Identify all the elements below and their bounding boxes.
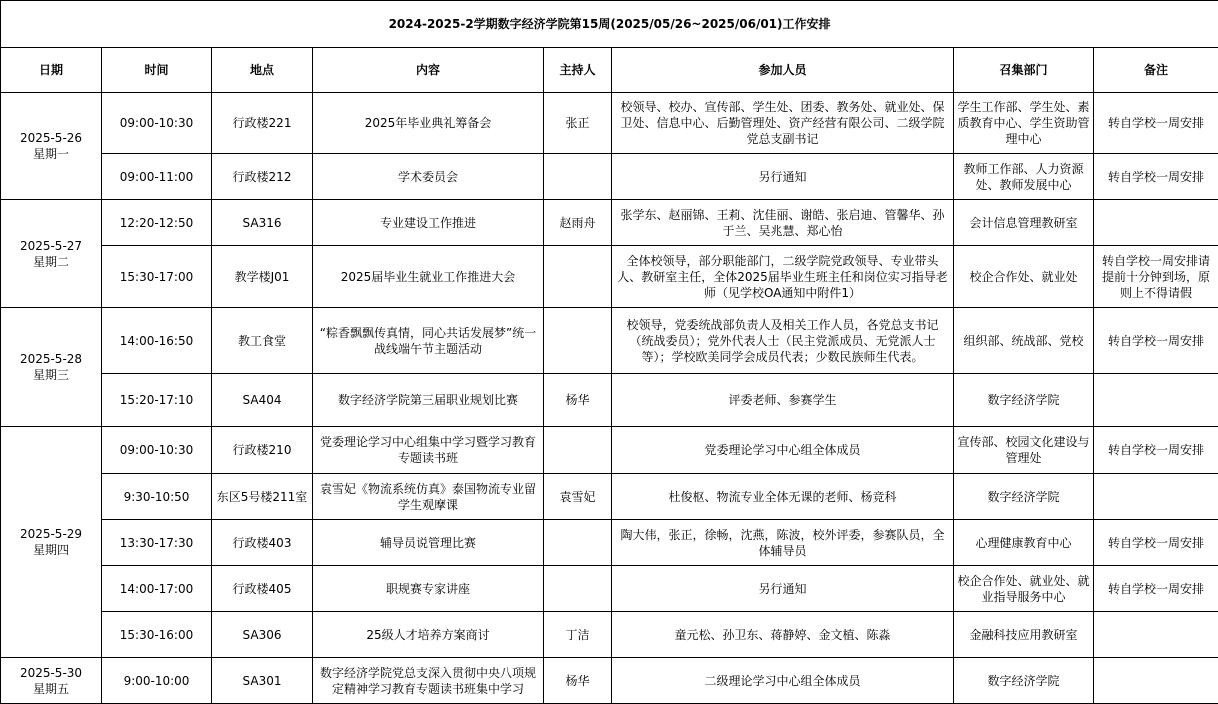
date-text: 2025-5-26: [4, 130, 98, 146]
host-cell: [544, 246, 612, 308]
participants-cell: 张学东、赵丽锦、王莉、沈佳丽、谢皓、张启迪、管馨华、孙于兰、吴兆慧、郑心怡: [612, 200, 954, 246]
table-row: [1, 427, 1218, 474]
department-cell: 宣传部、校园文化建设与管理处: [954, 427, 1094, 474]
date-cell: [1, 200, 102, 308]
participants-cell: 童元松、孙卫东、蒋静婷、金文植、陈淼: [612, 612, 954, 658]
date-text: 2025-5-29: [4, 526, 98, 542]
schedule-title: 2024-2025-2学期数字经济学院第15周(2025/05/26~2025/06/01)工作安排: [1, 1, 1218, 48]
content-cell: 辅导员说管理比赛: [313, 520, 544, 566]
content-cell: 职规赛专家讲座: [313, 566, 544, 612]
time-cell: 15:30-16:00: [102, 612, 212, 658]
host-cell: [544, 427, 612, 474]
location-cell: SA316: [212, 200, 313, 246]
content-cell: 25级人才培养方案商讨: [313, 612, 544, 658]
department-cell: 学生工作部、学生处、素质教育中心、学生资助管理中心: [954, 93, 1094, 154]
location-cell: SA404: [212, 374, 313, 427]
title-row: [1, 1, 1218, 48]
location-cell: 行政楼405: [212, 566, 313, 612]
location-cell: 教工食堂: [212, 308, 313, 374]
table-row: [1, 93, 1218, 154]
location-cell: 东区5号楼211室: [212, 474, 313, 520]
header-time: 时间: [102, 48, 212, 93]
time-cell: 13:30-17:30: [102, 520, 212, 566]
table-row: [1, 658, 1218, 704]
remarks-cell: 转自学校一周安排: [1094, 308, 1218, 374]
table-row: [1, 474, 1218, 520]
host-cell: [544, 566, 612, 612]
location-cell: SA306: [212, 612, 313, 658]
remarks-cell: 转自学校一周安排: [1094, 427, 1218, 474]
date-cell: [1, 308, 102, 427]
header-content: 内容: [313, 48, 544, 93]
participants-cell: 校领导、校办、宣传部、学生处、团委、教务处、就业处、保卫处、信息中心、后勤管理处、资产经营有限公司、二级学院党总支副书记: [612, 93, 954, 154]
table-row: [1, 374, 1218, 427]
table-row: [1, 520, 1218, 566]
host-cell: 袁雪妃: [544, 474, 612, 520]
department-cell: 数字经济学院: [954, 374, 1094, 427]
time-cell: 12:20-12:50: [102, 200, 212, 246]
weekday-text: 星期一: [4, 146, 98, 162]
host-cell: 丁洁: [544, 612, 612, 658]
weekday-text: 星期三: [4, 367, 98, 383]
date-text: 2025-5-30: [4, 665, 98, 681]
content-cell: 专业建设工作推进: [313, 200, 544, 246]
weekday-text: 星期四: [4, 542, 98, 558]
time-cell: 09:00-11:00: [102, 154, 212, 200]
location-cell: SA301: [212, 658, 313, 704]
department-cell: 心理健康教育中心: [954, 520, 1094, 566]
date-cell: [1, 427, 102, 658]
location-cell: 行政楼212: [212, 154, 313, 200]
header-location: 地点: [212, 48, 313, 93]
remarks-cell: 转自学校一周安排: [1094, 566, 1218, 612]
remarks-cell: [1094, 658, 1218, 704]
remarks-cell: [1094, 612, 1218, 658]
participants-cell: 陶大伟，张正，徐畅，沈燕，陈波，校外评委，参赛队员，全体辅导员: [612, 520, 954, 566]
header-row: [1, 48, 1218, 93]
remarks-cell: 转自学校一周安排: [1094, 93, 1218, 154]
weekday-text: 星期二: [4, 254, 98, 270]
location-cell: 行政楼403: [212, 520, 313, 566]
content-cell: “粽香飘飘传真情，同心共话发展梦”统一战线端午节主题活动: [313, 308, 544, 374]
host-cell: 杨华: [544, 658, 612, 704]
table-row: [1, 566, 1218, 612]
weekday-text: 星期五: [4, 681, 98, 697]
remarks-cell: 转自学校一周安排请提前十分钟到场，原则上不得请假: [1094, 246, 1218, 308]
content-cell: 党委理论学习中心组集中学习暨学习教育专题读书班: [313, 427, 544, 474]
host-cell: [544, 154, 612, 200]
table-row: [1, 246, 1218, 308]
participants-cell: 评委老师、参赛学生: [612, 374, 954, 427]
participants-cell: 校领导，党委统战部负责人及相关工作人员，各党总支书记（统战委员）；党外代表人士（民主党派成员、无党派人士等）；学校欧美同学会成员代表；少数民族师生代表。: [612, 308, 954, 374]
time-cell: 9:00-10:00: [102, 658, 212, 704]
time-cell: 09:00-10:30: [102, 427, 212, 474]
participants-cell: 另行通知: [612, 154, 954, 200]
time-cell: 14:00-16:50: [102, 308, 212, 374]
content-cell: 2025年毕业典礼筹备会: [313, 93, 544, 154]
header-participants: 参加人员: [612, 48, 954, 93]
remarks-cell: 转自学校一周安排: [1094, 520, 1218, 566]
time-cell: 14:00-17:00: [102, 566, 212, 612]
date-cell: [1, 93, 102, 200]
department-cell: 数字经济学院: [954, 658, 1094, 704]
date-cell: [1, 658, 102, 704]
department-cell: 校企合作处、就业处: [954, 246, 1094, 308]
table-row: [1, 154, 1218, 200]
remarks-cell: [1094, 474, 1218, 520]
header-remarks: 备注: [1094, 48, 1218, 93]
participants-cell: 另行通知: [612, 566, 954, 612]
host-cell: [544, 308, 612, 374]
content-cell: 学术委员会: [313, 154, 544, 200]
header-host: 主持人: [544, 48, 612, 93]
participants-cell: 全体校领导，部分职能部门，二级学院党政领导、专业带头人、教研室主任，全体2025届毕业生班主任和岗位实习指导老师（见学校OA通知中附件1）: [612, 246, 954, 308]
department-cell: 金融科技应用教研室: [954, 612, 1094, 658]
time-cell: 09:00-10:30: [102, 93, 212, 154]
location-cell: 教学楼J01: [212, 246, 313, 308]
department-cell: 会计信息管理教研室: [954, 200, 1094, 246]
header-department: 召集部门: [954, 48, 1094, 93]
remarks-cell: [1094, 374, 1218, 427]
time-cell: 15:30-17:00: [102, 246, 212, 308]
remarks-cell: [1094, 200, 1218, 246]
time-cell: 15:20-17:10: [102, 374, 212, 427]
remarks-cell: 转自学校一周安排: [1094, 154, 1218, 200]
content-cell: 数字经济学院第三届职业规划比赛: [313, 374, 544, 427]
date-text: 2025-5-28: [4, 351, 98, 367]
table-row: [1, 612, 1218, 658]
content-cell: 袁雪妃《物流系统仿真》泰国物流专业留学生观摩课: [313, 474, 544, 520]
participants-cell: 杜俊枢、物流专业全体无课的老师、杨竞科: [612, 474, 954, 520]
date-text: 2025-5-27: [4, 238, 98, 254]
location-cell: 行政楼210: [212, 427, 313, 474]
department-cell: 组织部、统战部、党校: [954, 308, 1094, 374]
location-cell: 行政楼221: [212, 93, 313, 154]
table-row: [1, 308, 1218, 374]
department-cell: 教师工作部、人力资源处、教师发展中心: [954, 154, 1094, 200]
participants-cell: 二级理论学习中心组全体成员: [612, 658, 954, 704]
content-cell: 数字经济学院党总支深入贯彻中央八项规定精神学习教育专题读书班集中学习: [313, 658, 544, 704]
content-cell: 2025届毕业生就业工作推进大会: [313, 246, 544, 308]
host-cell: 赵雨舟: [544, 200, 612, 246]
header-date: 日期: [1, 48, 102, 93]
department-cell: 数字经济学院: [954, 474, 1094, 520]
department-cell: 校企合作处、就业处、就业指导服务中心: [954, 566, 1094, 612]
host-cell: [544, 520, 612, 566]
time-cell: 9:30-10:50: [102, 474, 212, 520]
table-row: [1, 200, 1218, 246]
host-cell: 张正: [544, 93, 612, 154]
participants-cell: 党委理论学习中心组全体成员: [612, 427, 954, 474]
host-cell: 杨华: [544, 374, 612, 427]
